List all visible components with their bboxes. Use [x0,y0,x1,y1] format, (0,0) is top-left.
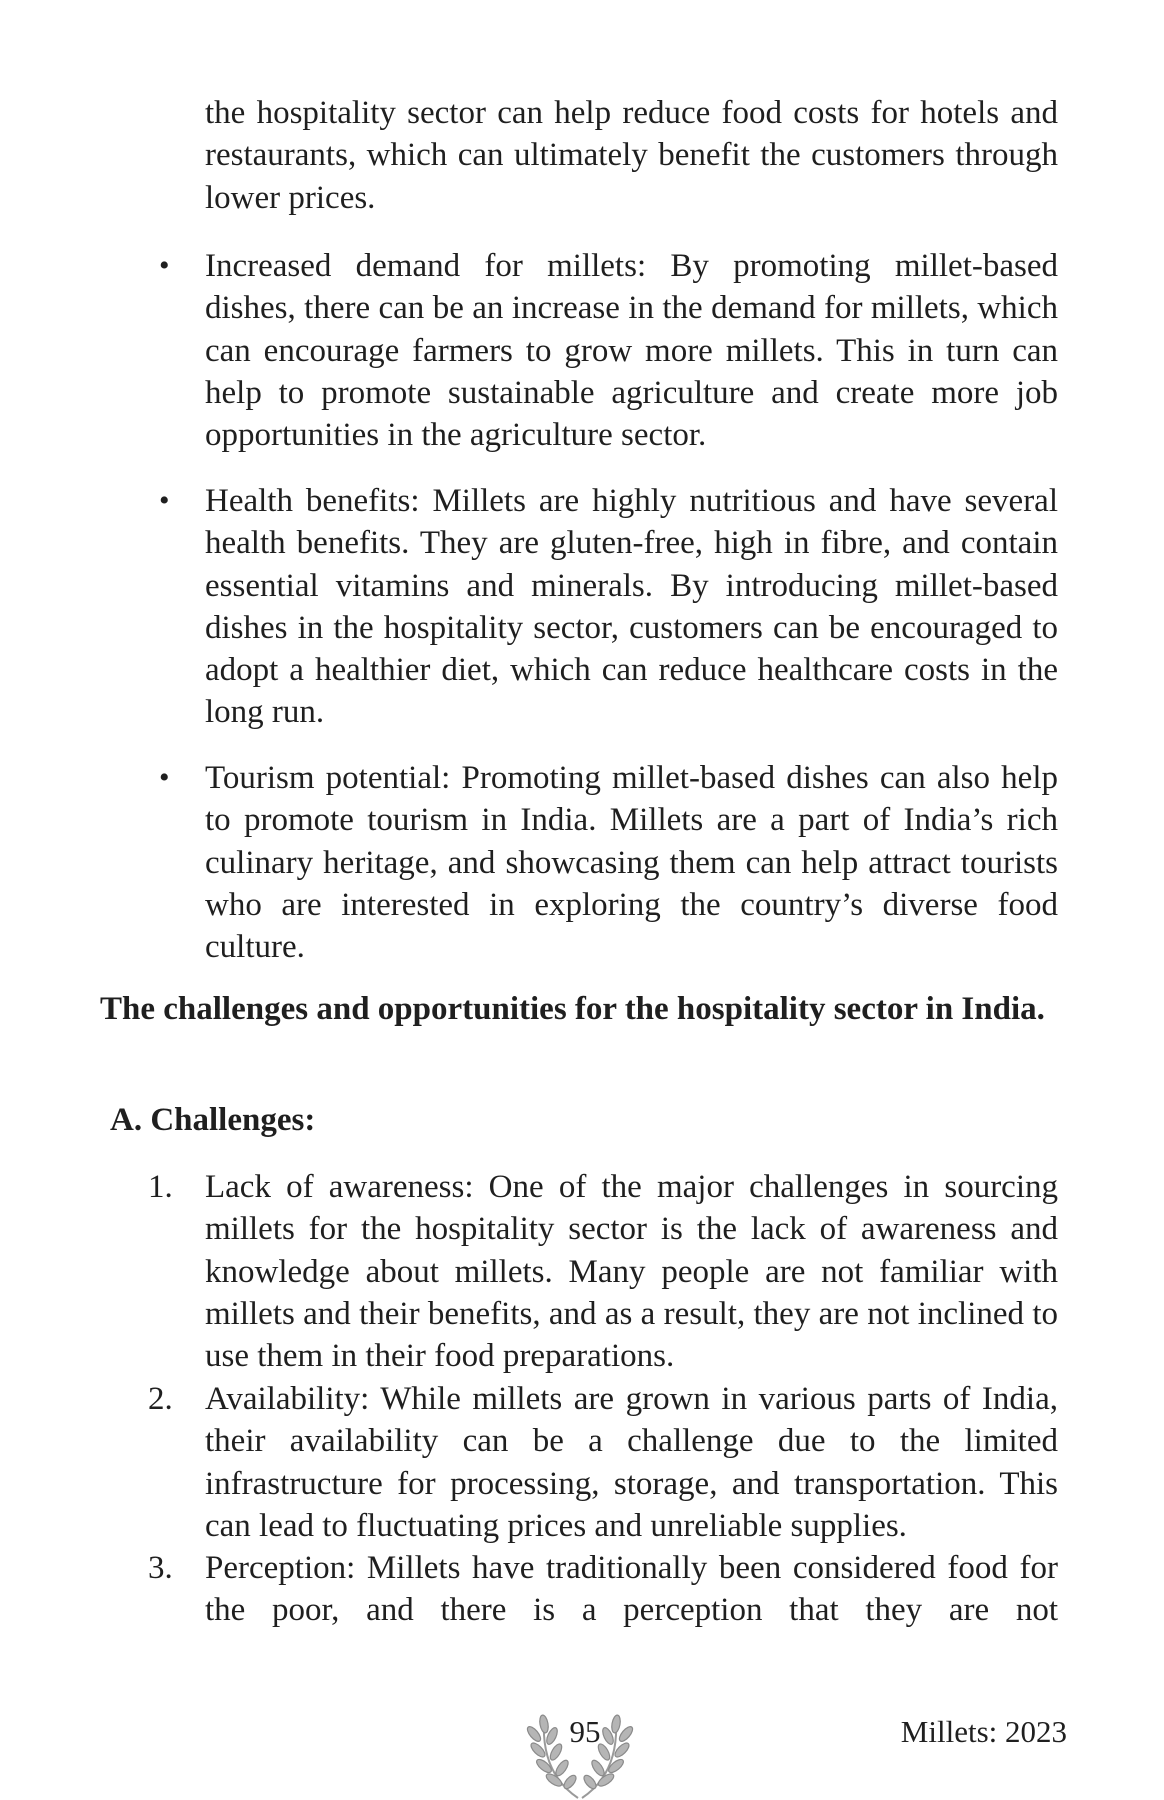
bullet-text: Health benefits: Millets are highly nutritious and have several health benefits. They are gluten-free, high in fibre, and contain essential vitamins and minerals. By introducing millet-based dishes in the hospitality sector, customers can be encouraged to adopt a healthier diet, which can reduce healthcare costs in the long run. [205,483,1058,731]
page-number: 95 [569,1714,601,1749]
challenge-text: Lack of awareness: One of the major challenges in sourcing millets for the hospitality sector is the lack of awareness and knowledge about millets. Many people are not familiar with millets and their benefits, and as a result, they are not inclined to use them in their food preparations. [205,1169,1058,1375]
challenge-text: Perception: Millets have traditionally been considered food for the poor, and there is a perception that they are not [205,1550,1058,1629]
bullet-item-health [159,480,1058,734]
section-heading: The challenges and opportunities for the hospitality sector in India. [100,991,1045,1027]
bullet-item-tourism [159,757,1058,968]
running-title: Millets: 2023 [900,1714,1067,1749]
challenge-item-perception [148,1547,1058,1632]
bullet-text: Increased demand for millets: By promoting millet-based dishes, there can be an increase in the demand for millets, which can encourage farmers to grow more millets. This in turn can help to promote sustainable agriculture and create more job opportunities in the agriculture sector. [205,248,1058,454]
list-number: 2. [148,1381,173,1417]
continuation-paragraph: the hospitality sector can help reduce food costs for hotels and restaurants, which can ultimately benefit the customers through lower prices. [205,95,1058,216]
challenge-item-awareness [148,1166,1058,1377]
challenge-item-availability [148,1378,1058,1547]
list-number: 3. [148,1550,173,1586]
bullet-icon: • [159,761,170,794]
subsection-heading: A. Challenges: [110,1102,316,1138]
list-number: 1. [148,1169,173,1205]
challenge-text: Availability: While millets are grown in various parts of India, their availability can be a challenge due to the limited infrastructure for processing, storage, and transportation. This can lead to fluctuating prices and unreliable supplies. [205,1381,1058,1544]
bullet-item-demand [159,245,1058,456]
bullet-text: Tourism potential: Promoting millet-based dishes can also help to promote tourism in India. Millets are a part of India’s rich culinary heritage, and showcasing them can help attract tourists who are interested in exploring the country’s diverse food culture. [205,760,1058,966]
bullet-icon: • [159,249,170,282]
bullet-icon: • [159,484,170,517]
